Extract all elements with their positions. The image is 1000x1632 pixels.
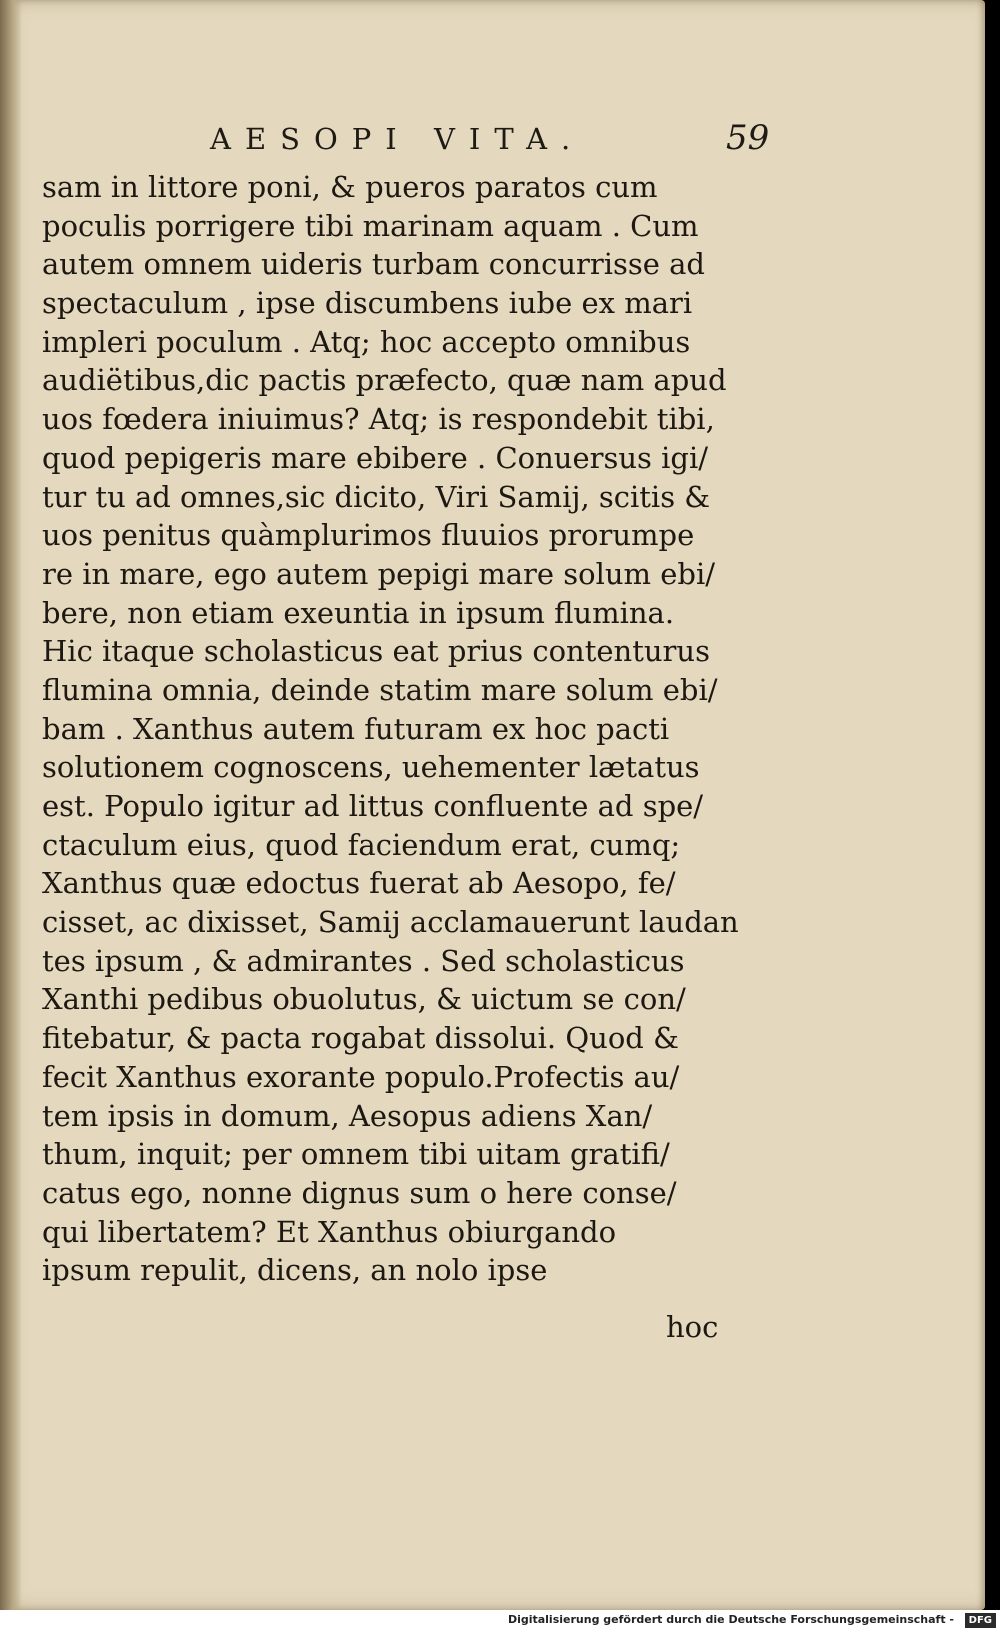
text-line: fitebatur, & pacta rogabat dissolui. Quod & <box>42 1021 679 1056</box>
text-line: tur tu ad omnes,sic dicito, Viri Samij, scitis & <box>42 479 711 514</box>
text-line: sam in littore poni, & pueros paratos cum <box>42 170 658 204</box>
text-line: qui libertatem? Et Xanthus obiurgando <box>42 1214 617 1249</box>
text-line: Xanthi pedibus obuolutus, & uictum se con/ <box>42 982 686 1017</box>
text-line: cisset, ac dixisset, Samij acclamauerunt laudan <box>42 905 739 940</box>
funding-credit: Digitalisierung gefördert durch die Deutsche Forschungsgemeinschaft - <box>507 1613 954 1626</box>
text-line: thum, inquit; per omnem tibi uitam gratifi/ <box>42 1137 670 1172</box>
text-line: impleri poculum . Atq; hoc accepto omnibus <box>42 324 691 359</box>
page-header <box>0 118 985 162</box>
text-line: quod pepigeris mare ebibere . Conuersus igi/ <box>42 440 709 475</box>
text-line: catus ego, nonne dignus sum o here conse/ <box>42 1175 677 1210</box>
text-line: Xanthus quæ edoctus fuerat ab Aesopo, fe/ <box>42 866 676 901</box>
text-line: ipsum repulit, dicens, an nolo ipse <box>42 1253 548 1288</box>
text-line: audiëtibus,dic pactis præfecto, quæ nam apud <box>42 363 727 398</box>
digitization-footer <box>0 1610 1000 1632</box>
text-line: tes ipsum , & admirantes . Sed scholasticus <box>42 943 685 978</box>
text-line: ctaculum eius, quod faciendum erat, cumq; <box>42 827 681 862</box>
text-line: Hic itaque scholasticus eat prius contenturus <box>42 634 710 669</box>
body-text <box>42 168 742 1290</box>
text-line: est. Populo igitur ad littus confluente ad spe/ <box>42 789 704 823</box>
running-head: AESOPI VITA. <box>210 122 585 156</box>
text-line: poculis porrigere tibi marinam aquam . Cum <box>42 208 699 243</box>
text-line: re in mare, ego autem pepigi mare solum ebi/ <box>42 556 716 591</box>
text-line: uos fœdera iniuimus? Atq; is respondebit tibi, <box>42 402 715 437</box>
text-line: bam . Xanthus autem futuram ex hoc pacti <box>42 711 670 746</box>
text-line: flumina omnia, deinde statim mare solum ebi/ <box>42 672 718 707</box>
text-line: autem omnem uideris turbam concurrisse ad <box>42 247 705 282</box>
text-line: spectaculum , ipse discumbens iube ex mari <box>42 286 693 321</box>
text-line: solutionem cognoscens, uehementer lætatus <box>42 750 700 785</box>
page-gutter-shadow <box>0 0 22 1610</box>
text-line: uos penitus quàmplurimos fluuios prorumpe <box>42 518 695 553</box>
text-line: tem ipsis in domum, Aesopus adiens Xan/ <box>42 1098 653 1133</box>
text-line: bere, non etiam exeuntia in ipsum flumina. <box>42 595 675 630</box>
page-number: 59 <box>726 118 770 158</box>
text-line: fecit Xanthus exorante populo.Profectis au/ <box>42 1059 680 1094</box>
catchword: hoc <box>666 1310 719 1344</box>
dfg-logo: DFG <box>965 1613 996 1628</box>
